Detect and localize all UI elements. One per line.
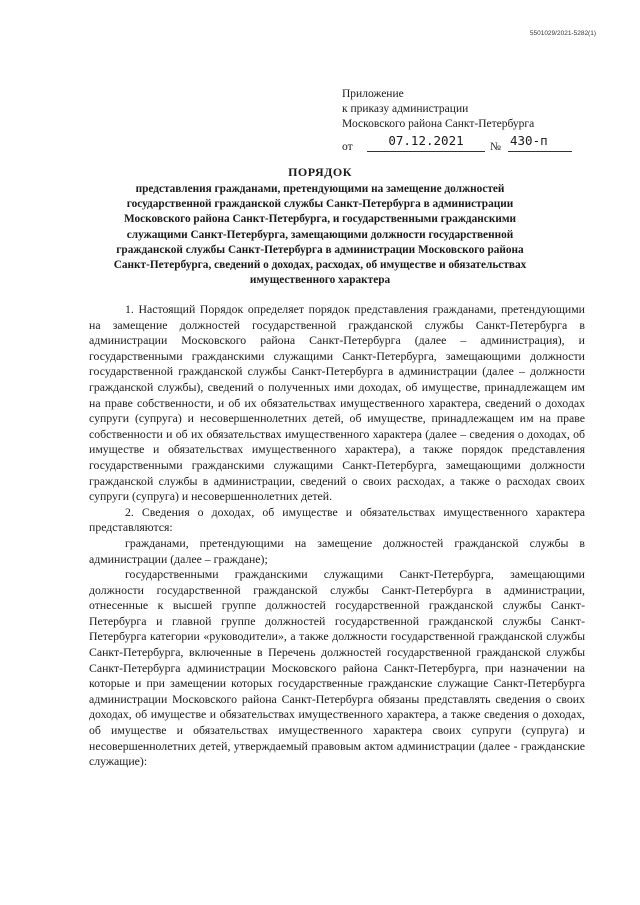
order-date: 07.12.2021 [367, 133, 485, 152]
paragraph-1: 1. Настоящий Порядок определяет порядок представления гражданами, претендующими на замещение должностей государственной гражданской службы Санкт-Петербурга в администрации Московского района Санкт-Петербурга (далее – администрация), и государственными гражданскими служащими Санкт-Петербурга, замещающими должности государственной гражданской службы Санкт-Петербурга в администрации (далее – должности гражданской службы), сведений о полученных ими доходах, об имуществе, принадлежащем им на праве собственности, и об их обязательствах имущественного характера, сведений о доходах супруги (супруга) и несовершеннолетних детей, об имуществе, принадлежащем им на праве собственности и об их обязательствах имущественного характера (далее – сведения о доходах, об имуществе и обязательствах имущественного характера), а также порядок представления государственными гражданскими служащими Санкт-Петербурга, замещающими должности гражданской службы в администрации, сведений о своих расходах, а также о расходах своих супруги (супруга) и несовершеннолетних детей. [89, 302, 585, 504]
document-title: ПОРЯДОК [288, 165, 352, 179]
paragraph-4: государственными гражданскими служащими Санкт-Петербурга, замещающими должности государственной гражданской службы Санкт-Петербурга в администрации, отнесенные к высшей группе должностей государственной гражданской службы Санкт-Петербурга и главной группе должностей государственной гражданской службы Санкт-Петербурга категории «руководители», а также должности государственной гражданской службы Санкт-Петербурга, включенные в Перечень должностей государственной гражданской службы Санкт-Петербурга администрации Московского района Санкт-Петербурга, при назначении на которые и при замещении которых государственные гражданские служащие Санкт-Петербурга администрации Московского района Санкт-Петербурга обязаны представлять сведения о своих доходах, об имуществе и обязательствах имущественного характера, а также сведения о доходах, об имуществе и обязательствах имущественного характера своих супруги (супруга) и несовершеннолетних детей, утверждаемый правовым актом администрации (далее - гражданские служащие): [89, 567, 585, 769]
document-id: 5501029/2021-5282(1) [529, 30, 596, 37]
appendix-block [342, 87, 534, 132]
order-number-sign: № [490, 141, 501, 153]
order-reference [342, 133, 582, 153]
order-number: 430-п [508, 133, 572, 152]
paragraph-3: гражданами, претендующими на замещение должностей гражданской службы в администрации (далее – граждане); [89, 535, 585, 566]
appendix-line-3: Московского района Санкт-Петербурга [342, 118, 535, 130]
document-body [89, 302, 585, 770]
appendix-line-1: Приложение [342, 88, 404, 100]
order-prefix: от [342, 141, 353, 153]
paragraph-2: 2. Сведения о доходах, об имуществе и обязательствах имущественного характера представляются: [89, 504, 585, 535]
appendix-line-2: к приказу администрации [342, 103, 469, 115]
document-subtitle: представления гражданами, претендующими на замещение должностей государственной гражданской службы Санкт-Петербурга в администрации Московского района Санкт-Петербурга, и государственными гражданскими служащими Санкт-Петербурга, замещающими должности государственной гражданской службы Санкт-Петербурга в администрации Московского района Санкт-Петербурга, сведений о доходах, расходах, об имуществе и обязательствах имущественного характера [113, 183, 527, 287]
